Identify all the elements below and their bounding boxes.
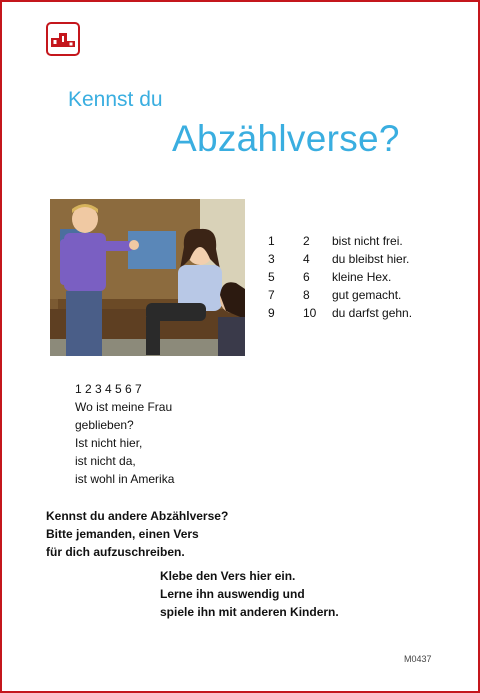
rhyme-row bbox=[268, 268, 412, 286]
verse-line: ist wohl in Amerika bbox=[75, 472, 175, 486]
question-line: Kennst du andere Abzählverse? bbox=[46, 509, 229, 523]
rhyme-number: 9 bbox=[268, 306, 275, 320]
rhyme-row bbox=[268, 232, 412, 250]
rhyme-text: bist nicht frei. bbox=[332, 234, 403, 248]
children-photo bbox=[50, 199, 245, 356]
question-line: Bitte jemanden, einen Vers bbox=[46, 527, 199, 541]
verse-line: ist nicht da, bbox=[75, 454, 136, 468]
rhyme-number: 7 bbox=[268, 288, 275, 302]
instruction-line: Lerne ihn auswendig und bbox=[160, 587, 305, 601]
title-line-2: Abzählverse? bbox=[172, 118, 400, 159]
rhyme-number: 10 bbox=[303, 306, 317, 320]
rhyme-number: 8 bbox=[303, 288, 310, 302]
title-line-1: Kennst du bbox=[68, 88, 163, 111]
question-line: für dich aufzuschreiben. bbox=[46, 545, 185, 559]
rhyme-text: gut gemacht. bbox=[332, 288, 402, 302]
rhyme-text: du bleibst hier. bbox=[332, 252, 410, 266]
question-text bbox=[46, 507, 228, 561]
document-code: M0437 bbox=[404, 654, 432, 664]
rhyme-text: du darfst gehn. bbox=[332, 306, 413, 320]
rhyme-number: 1 bbox=[268, 234, 275, 248]
counting-rhyme bbox=[268, 232, 412, 322]
rhyme-number: 3 bbox=[268, 252, 275, 266]
rhyme-number: 5 bbox=[268, 270, 275, 284]
verse-line: geblieben? bbox=[75, 418, 134, 432]
rhyme-number: 4 bbox=[303, 252, 310, 266]
verse-line: Wo ist meine Frau bbox=[75, 400, 173, 414]
podium-icon bbox=[46, 22, 80, 56]
instruction-line: spiele ihn mit anderen Kindern. bbox=[160, 605, 339, 619]
rhyme-number: 6 bbox=[303, 270, 310, 284]
rhyme-text: kleine Hex. bbox=[332, 270, 392, 284]
rhyme-row bbox=[268, 286, 412, 304]
rhyme-row bbox=[268, 250, 412, 268]
instruction-line: Klebe den Vers hier ein. bbox=[160, 569, 296, 583]
rhyme-number: 2 bbox=[303, 234, 310, 248]
rhyme-row bbox=[268, 304, 412, 322]
verse-line: Ist nicht hier, bbox=[75, 436, 143, 450]
verse-line: 1 2 3 4 5 6 7 bbox=[75, 382, 142, 396]
verse bbox=[75, 380, 174, 488]
instruction-text bbox=[160, 567, 339, 621]
